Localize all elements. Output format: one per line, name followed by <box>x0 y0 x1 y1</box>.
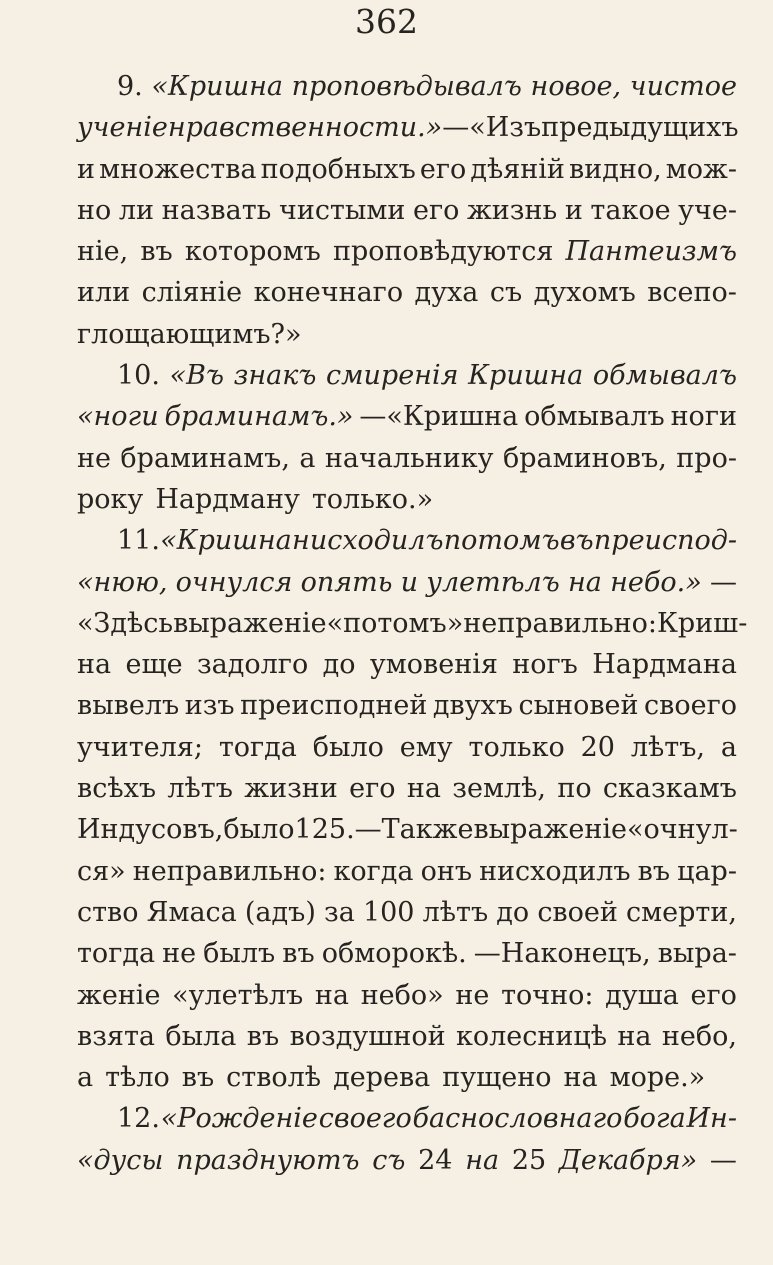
word: было <box>312 731 384 763</box>
word: нравственности.» <box>167 112 443 144</box>
text-line <box>77 644 737 685</box>
word: 9. <box>117 71 143 102</box>
word: въ <box>637 855 671 887</box>
word: не <box>162 938 197 970</box>
word: —«Изъ <box>442 112 542 144</box>
word: его <box>419 153 467 185</box>
word: множества <box>99 153 257 185</box>
word: чистое <box>629 71 737 102</box>
word: Ямаса <box>146 896 237 928</box>
text-line <box>77 438 737 479</box>
word: и <box>77 153 95 185</box>
word: которомъ <box>184 236 321 268</box>
text-line <box>77 1140 737 1181</box>
page-body-text <box>77 66 748 1181</box>
word: взята <box>77 1020 155 1052</box>
word: «Кришна <box>160 525 292 557</box>
word: 24 <box>418 1144 453 1176</box>
word: лѣтъ <box>422 896 489 928</box>
word: выра- <box>657 938 737 970</box>
text-line <box>77 520 737 561</box>
word: «очнул- <box>626 814 738 846</box>
word: лѣтъ, <box>630 731 705 763</box>
word: мож- <box>665 153 737 185</box>
word: сліяніе <box>141 277 243 309</box>
word: знакъ <box>233 360 317 392</box>
word: за <box>323 896 355 928</box>
text-line <box>77 933 737 974</box>
word: дѣяній <box>470 153 565 185</box>
word: была <box>165 1020 237 1052</box>
word: до <box>322 649 356 681</box>
word: року <box>77 483 144 515</box>
word: точно: <box>501 979 594 1011</box>
text-line <box>77 727 737 768</box>
word: «дусы <box>77 1144 164 1176</box>
word: землѣ, <box>452 773 546 805</box>
word: ли <box>118 194 155 226</box>
word: предыдущихъ <box>541 112 739 144</box>
word: его <box>412 194 460 226</box>
word: «потомъ» <box>326 607 464 639</box>
text-line <box>77 768 737 809</box>
word: на <box>563 1062 598 1094</box>
text-line <box>77 355 737 396</box>
text-line <box>77 272 737 313</box>
word: ему <box>399 731 453 763</box>
word: духа <box>414 277 479 309</box>
word: цар- <box>677 855 737 887</box>
word: но <box>77 194 112 226</box>
word: былъ <box>203 938 276 970</box>
word: дерева <box>333 1062 431 1094</box>
word: не <box>455 979 490 1011</box>
word: ніе, <box>77 236 129 268</box>
word: сыновей <box>518 690 639 722</box>
word: обморокѣ. <box>321 938 467 970</box>
word: Индусовъ, <box>77 814 224 846</box>
word: — <box>709 566 737 598</box>
text-line <box>77 66 737 107</box>
word: 20 <box>580 731 615 763</box>
word: только <box>468 731 565 763</box>
word: «Здѣсь <box>77 607 174 639</box>
word: проповѣдывалъ <box>291 71 522 102</box>
text-line <box>77 562 737 603</box>
word: по <box>557 773 592 805</box>
word: нисходилъ <box>479 855 631 887</box>
text-line <box>77 314 737 355</box>
word: опять <box>300 566 393 598</box>
word: воздушной <box>289 1020 446 1052</box>
word: уче- <box>678 194 737 226</box>
word: начальнику <box>324 442 494 474</box>
word: только.» <box>311 483 434 515</box>
word: 10. <box>117 360 160 392</box>
word: чистыми <box>278 194 406 226</box>
text-line <box>77 1098 737 1139</box>
word: а <box>720 731 737 763</box>
word: съ <box>489 277 523 309</box>
word: а <box>77 1062 94 1094</box>
word: —Также <box>354 814 474 846</box>
word: учителя; <box>77 731 203 763</box>
word: тогда <box>77 938 156 970</box>
word: всепо- <box>647 277 737 309</box>
word: конечнаго <box>253 277 404 309</box>
word: 100 <box>362 896 415 928</box>
text-line <box>77 975 737 1016</box>
page-number: 362 <box>355 2 418 41</box>
word: выраженіе <box>173 607 327 639</box>
word: жизнь <box>466 194 558 226</box>
text-line <box>77 107 737 148</box>
word: Криш- <box>657 607 748 639</box>
word: съ <box>372 1144 406 1176</box>
word: жизни <box>244 773 338 805</box>
word: обмывалъ <box>592 360 737 392</box>
word: проповѣдуются <box>332 236 554 268</box>
word: и <box>400 566 419 598</box>
word: подобныхъ <box>260 153 416 185</box>
word: онъ <box>420 855 473 887</box>
word: неправильно: <box>132 855 327 887</box>
text-line <box>77 1016 737 1057</box>
word: браминамъ, <box>120 442 290 474</box>
word: потомъ <box>443 525 560 557</box>
word: неправильно: <box>463 607 657 639</box>
word: на <box>465 1144 500 1176</box>
word: Пантеизмъ <box>565 236 737 268</box>
word: 25 <box>511 1144 547 1176</box>
word: или <box>77 277 131 309</box>
word: Кришна <box>468 360 584 392</box>
text-line <box>77 685 737 726</box>
word: лѣтъ <box>167 773 233 805</box>
word: умовенія <box>369 649 498 681</box>
word: ученіе <box>77 112 168 144</box>
word: ногъ <box>512 649 578 681</box>
word: Нардману <box>155 483 300 515</box>
word: на <box>617 1020 652 1052</box>
word: еще <box>125 649 183 681</box>
word: 12. <box>117 1103 160 1135</box>
word: душа <box>605 979 679 1011</box>
word: небо, <box>661 1020 737 1052</box>
word: «Кришна <box>151 71 283 102</box>
word: стволѣ <box>226 1062 322 1094</box>
word: а <box>299 442 316 474</box>
word: въ <box>246 1020 280 1052</box>
word: на <box>406 773 441 805</box>
text-line <box>77 479 737 520</box>
word: про- <box>676 442 737 474</box>
word: его <box>690 979 737 1011</box>
word: такое <box>590 194 671 226</box>
word: Нардмана <box>592 649 737 681</box>
word: своего <box>644 690 737 722</box>
word: «нюю, <box>77 566 168 598</box>
word: ся» <box>77 855 126 887</box>
word: когда <box>333 855 414 887</box>
word: небо.» <box>610 566 702 598</box>
word: смиренія <box>326 360 459 392</box>
word: въ <box>140 236 173 268</box>
word: задолго <box>196 649 309 681</box>
word: море.» <box>609 1062 706 1094</box>
word: ство <box>77 896 139 928</box>
word: своей <box>537 896 618 928</box>
word: новое, <box>530 71 622 102</box>
text-line <box>77 190 737 231</box>
word: ноги <box>670 401 737 433</box>
word: небо» <box>360 979 444 1011</box>
text-line <box>77 396 737 437</box>
word: Ин- <box>686 1103 737 1135</box>
word: 125. <box>294 814 355 846</box>
word: духомъ <box>533 277 636 309</box>
word: на <box>314 979 349 1011</box>
word: въ <box>559 525 594 557</box>
word: празднуютъ <box>176 1144 360 1176</box>
word: на <box>77 649 112 681</box>
word: колесницѣ <box>456 1020 608 1052</box>
word: въ <box>282 938 315 970</box>
word: — <box>709 1144 737 1176</box>
word: браминамъ.» <box>164 401 354 433</box>
word: женіе <box>77 979 161 1011</box>
word: глощающимъ?» <box>77 318 302 350</box>
word: нисходилъ <box>292 525 444 557</box>
text-line <box>77 809 737 850</box>
text-line <box>77 1057 737 1098</box>
word: «Въ <box>169 360 224 392</box>
word: на <box>567 566 602 598</box>
word: баснословнаго <box>412 1103 623 1135</box>
word: улетѣлъ <box>426 566 560 598</box>
word: «улетѣлъ <box>172 979 304 1011</box>
word: пущено <box>442 1062 552 1094</box>
word: —Наконецъ, <box>473 938 651 970</box>
word: браминовъ, <box>503 442 667 474</box>
word: назвать <box>161 194 272 226</box>
word: двухъ <box>432 690 513 722</box>
text-line <box>77 149 737 190</box>
word: сказкамъ <box>602 773 737 805</box>
word: —«Кришна <box>359 401 519 433</box>
word: выраженіе <box>473 814 627 846</box>
word: его <box>349 773 396 805</box>
word: 11. <box>117 525 160 557</box>
word: въ <box>181 1062 215 1094</box>
word: обмывалъ <box>524 401 665 433</box>
word: своего <box>318 1103 412 1135</box>
word: преисподней <box>240 690 428 722</box>
word: не <box>77 442 111 474</box>
word: бога <box>623 1103 686 1135</box>
text-line <box>77 603 748 644</box>
text-line <box>77 851 737 892</box>
word: очнулся <box>175 566 293 598</box>
word: (адъ) <box>244 896 316 928</box>
word: видно, <box>569 153 662 185</box>
word: Декабря» <box>558 1144 698 1176</box>
word: тѣло <box>105 1062 170 1094</box>
word: вывелъ <box>77 690 180 722</box>
word: было <box>223 814 295 846</box>
word: «Рожденіе <box>160 1103 318 1135</box>
word: «ноги <box>77 401 159 433</box>
word: тогда <box>218 731 297 763</box>
word: всѣхъ <box>77 773 157 805</box>
text-line <box>77 231 737 272</box>
word: до <box>496 896 530 928</box>
word: смерти, <box>626 896 737 928</box>
word: изъ <box>184 690 235 722</box>
text-line <box>77 892 737 933</box>
word: преиспод- <box>593 525 737 557</box>
word: и <box>564 194 583 226</box>
